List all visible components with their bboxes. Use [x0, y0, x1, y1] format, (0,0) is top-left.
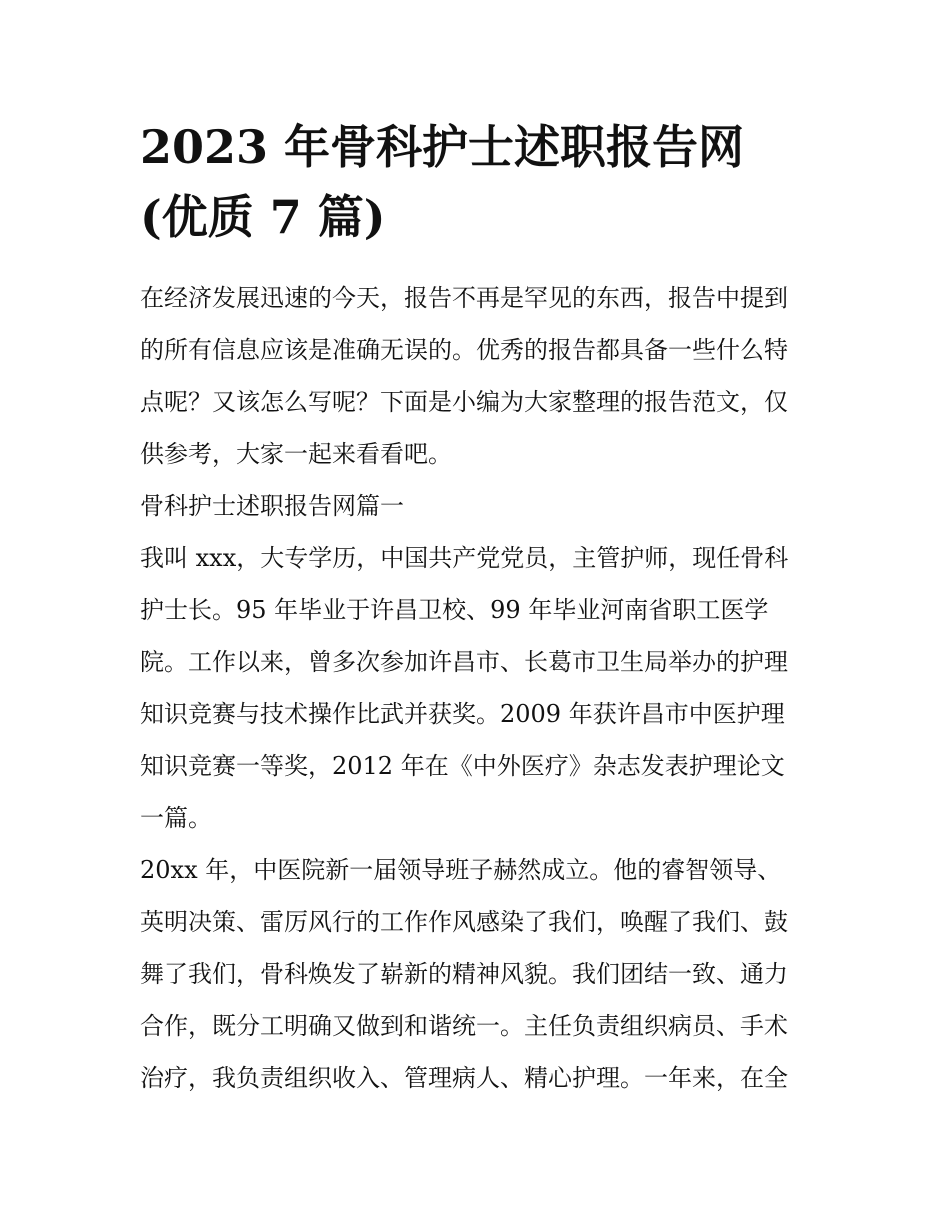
text-line: 一篇。 [140, 804, 212, 832]
text-line: 的所有信息应该是准确无误的。优秀的报告都具备一些什么特 [140, 336, 788, 364]
text-line: 20xx 年，中医院新一届领导班子赫然成立。他的睿智领导、 [140, 856, 782, 884]
text-line: 舞了我们，骨科焕发了崭新的精神风貌。我们团结一致、通力 [140, 960, 788, 988]
self-introduction-paragraph [140, 532, 815, 844]
text-line: 合作，既分工明确又做到和谐统一。主任负责组织病员、手术 [140, 1012, 788, 1040]
text-line: 在经济发展迅速的今天，报告不再是罕见的东西，报告中提到 [140, 284, 788, 312]
text-line: 我叫 xxx，大专学历，中国共产党党员，主管护师，现任骨科 [140, 544, 789, 572]
text-line: 知识竞赛与技术操作比武并获奖。2009 年获许昌市中医护理 [140, 700, 785, 728]
text-line: 院。工作以来，曾多次参加许昌市、长葛市卫生局举办的护理 [140, 648, 788, 676]
title-line: 2023 年骨科护士述职报告网 [140, 120, 745, 174]
document-title [140, 112, 815, 252]
section-heading [140, 480, 815, 532]
document-body [140, 272, 815, 1104]
text-line: 知识竞赛一等奖，2012 年在《中外医疗》杂志发表护理论文 [140, 752, 785, 780]
document-content [140, 112, 815, 1104]
text-line: 护士长。95 年毕业于许昌卫校、99 年毕业河南省职工医学 [140, 596, 769, 624]
text-line: 骨科护士述职报告网篇一 [140, 492, 404, 520]
text-line: 供参考，大家一起来看看吧。 [140, 440, 452, 468]
text-line: 治疗，我负责组织收入、管理病人、精心护理。一年来，在全 [140, 1064, 788, 1092]
intro-paragraph [140, 272, 815, 480]
title-line: (优质 7 篇) [140, 190, 386, 244]
text-line: 英明决策、雷厉风行的工作作风感染了我们，唤醒了我们、鼓 [140, 908, 788, 936]
work-summary-paragraph [140, 844, 815, 1104]
text-line: 点呢？又该怎么写呢？下面是小编为大家整理的报告范文，仅 [140, 388, 788, 416]
